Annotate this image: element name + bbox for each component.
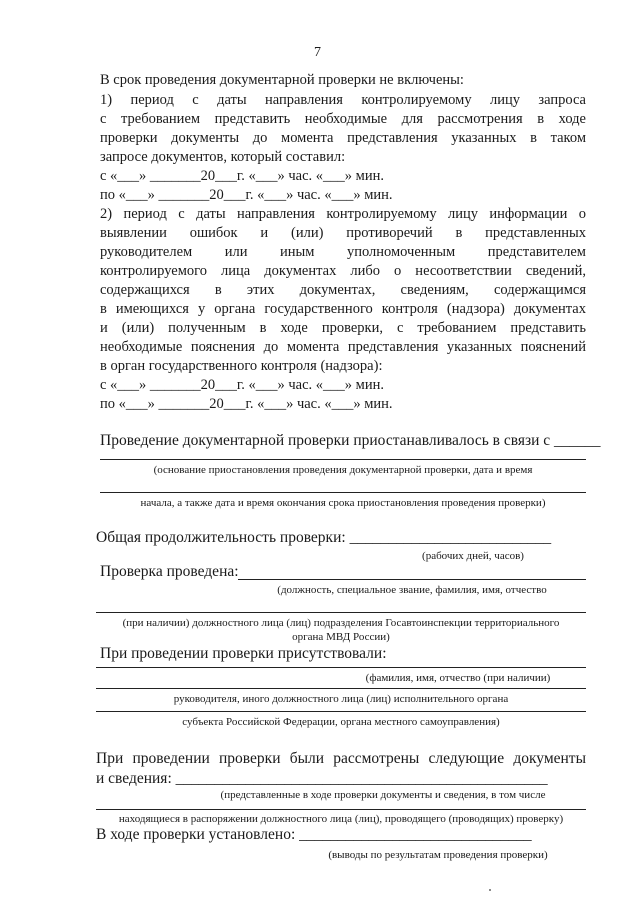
period2-line: выявлении ошибок и (или) противоречий в представленных (100, 225, 586, 241)
period2-line: руководителем или иным уполномоченным представителем (100, 244, 586, 260)
conducted-by-caption: органа МВД России) (292, 631, 390, 643)
period2-line: 2) период с даты направления контролируемому лицу информации о (100, 206, 586, 222)
suspension-caption: (основание приостановления проведения документарной проверки, дата и время (153, 464, 533, 476)
present-caption: субъекта Российской Федерации, органа местного самоуправления) (182, 716, 500, 728)
present-caption: (фамилия, имя, отчество (при наличии) (365, 672, 551, 684)
suspension-fill-line (100, 492, 586, 493)
conducted-by-caption: (при наличии) должностного лица (лиц) подразделения Госавтоинспекции территориального (122, 617, 560, 629)
not-included-intro: В срок проведения документарной проверки не включены: (100, 72, 464, 88)
documents-fill-line (96, 809, 586, 810)
period2-line: в орган государственного контроля (надзора): (100, 358, 383, 374)
period1-to: по «___» _______20___г. «___» час. «___» мин. (100, 187, 393, 203)
suspension-label: Проведение документарной проверки приостанавливалось в связи с ______ (100, 432, 601, 449)
present-caption: руководителя, иного должностного лица (лиц) исполнительного органа (173, 693, 509, 705)
period2-line: содержащихся в этих документах, сведениям, содержащимся (100, 282, 586, 298)
established-caption: (выводы по результатам проведения проверки) (328, 849, 548, 861)
period2-line: необходимые пояснения до момента представления указанных пояснений (100, 339, 586, 355)
page-number: 7 (314, 45, 321, 60)
conducted-by-fill-line (96, 612, 586, 613)
scan-speck (489, 889, 491, 891)
conducted-by-label: Проверка проведена: (100, 563, 239, 580)
suspension-fill-line (100, 459, 586, 460)
documents-line: При проведении проверки были рассмотрены следующие документы (96, 750, 586, 767)
present-fill-line (96, 688, 586, 689)
period1-line: 1) период с даты направления контролируемому лицу запроса (100, 92, 586, 108)
documents-caption: (представленные в ходе проверки документы и сведения, в том числе (220, 789, 546, 801)
established-label: В ходе проверки установлено: ______________________________ (96, 826, 532, 843)
period1-line: с требованием представить необходимые для рассмотрения в ходе (100, 111, 586, 127)
documents-line: и сведения: ________________________________________________ (96, 770, 548, 787)
period1-from: с «___» _______20___г. «___» час. «___» мин. (100, 168, 384, 184)
suspension-caption: начала, а также дата и время окончания срока приостановления проведения проверки) (140, 497, 546, 509)
duration-caption: (рабочих дней, часов) (422, 550, 524, 562)
period2-from: с «___» _______20___г. «___» час. «___» мин. (100, 377, 384, 393)
period1-line: запросе документов, который составил: (100, 149, 346, 165)
conducted-by-fill-line (238, 579, 586, 580)
period2-to: по «___» _______20___г. «___» час. «___» мин. (100, 396, 393, 412)
present-fill-line (96, 667, 586, 668)
period2-line: контролируемого лица документах либо о несоответствии сведений, (100, 263, 586, 279)
period1-line: проверки документы до момента представления указанных в таком (100, 130, 586, 146)
documents-caption: находящиеся в распоряжении должностного лица (лиц), проводящего (проводящих) проверку) (118, 813, 564, 825)
present-fill-line (96, 711, 586, 712)
duration-label: Общая продолжительность проверки: __________________________ (96, 529, 552, 546)
present-label: При проведении проверки присутствовали: (100, 645, 387, 662)
period2-line: в имеющихся у органа государственного контроля (надзора) документах (100, 301, 586, 317)
conducted-by-caption: (должность, специальное звание, фамилия, имя, отчество (277, 584, 547, 596)
period2-line: и (или) полученным в ходе проверки, с требованием представить (100, 320, 586, 336)
